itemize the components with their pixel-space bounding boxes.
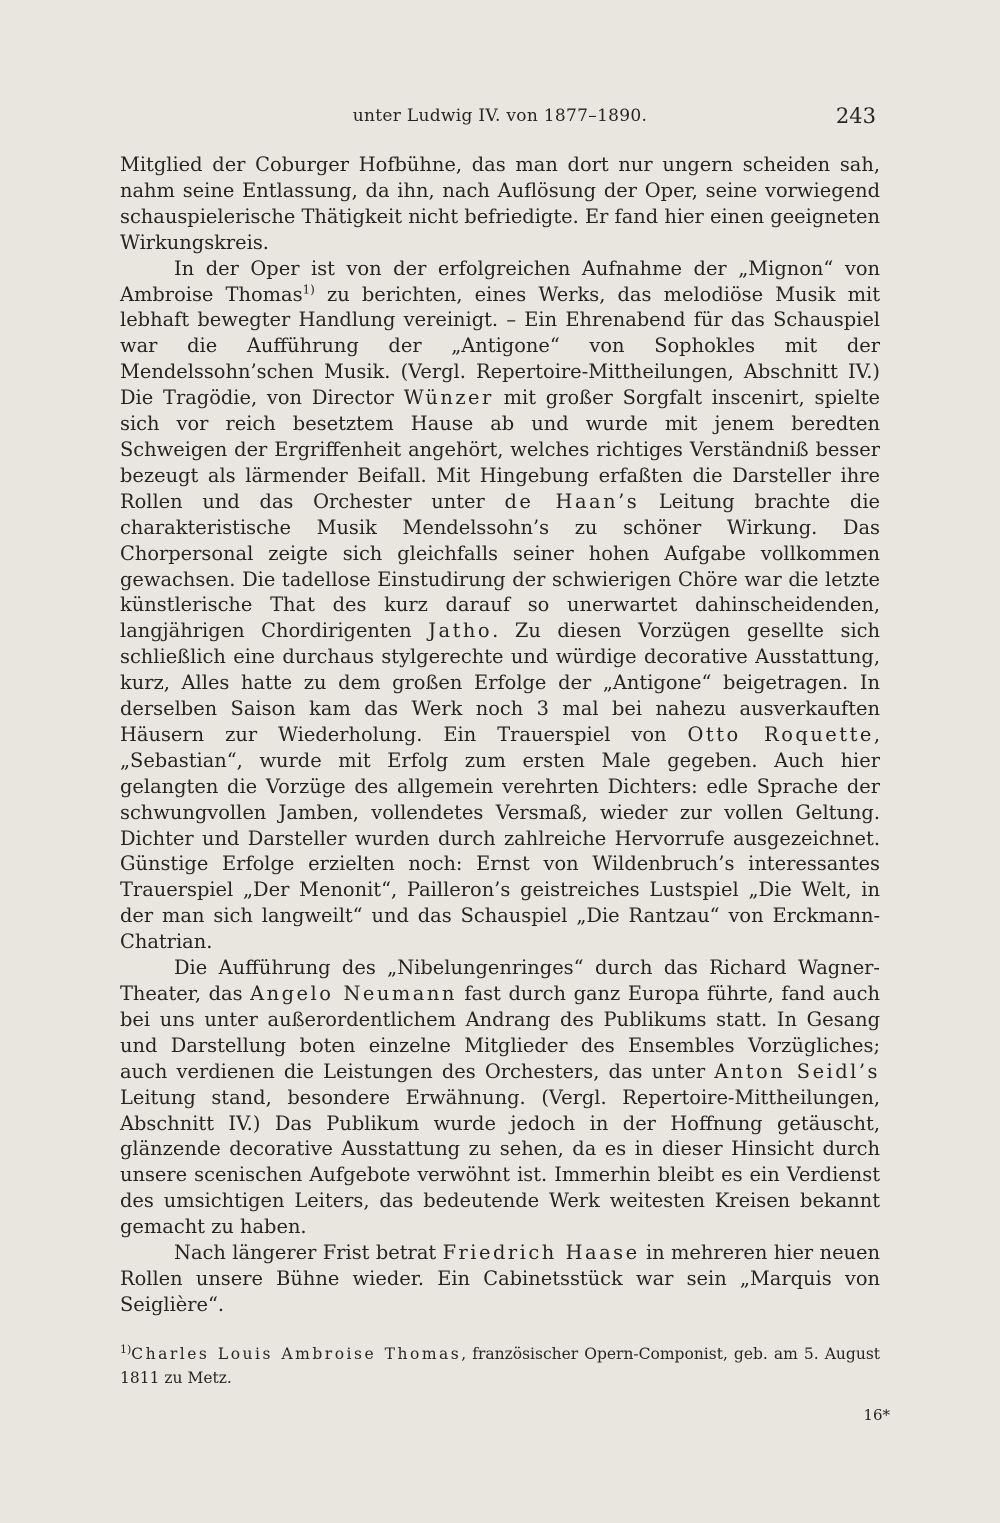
paragraph-2 <box>120 256 880 955</box>
paragraph-2-text-a: In der Oper ist von der erfolgreichen Aufnahme der „Mignon“ von Ambroise Thomas <box>120 256 880 306</box>
paragraph-4 <box>120 1240 880 1318</box>
name-seidl: Anton Seidl’s <box>714 1059 880 1083</box>
paragraph-2-text-b: zu berichten, eines Werks, das melodiöse Musik mit lebhaft bewegter Handlung vereinigt. – Ein Ehrenabend für das Schauspiel war die Aufführung der „Antigone“ von Sophokles mit der Mendelssohn’schen Musik. (Vergl. Repertoire-Mittheilungen, Abschnitt IV.) Die Tragödie, von Director <box>120 282 880 410</box>
footnote-name: Charles Louis Ambroise Thomas <box>131 1345 462 1363</box>
paragraph-3 <box>120 955 880 1240</box>
paragraph-3-text-b: fast durch ganz Europa führte, fand auch bei uns unter außerordentlichem Andrang des Publikums statt. In Gesang und Darstellung boten einzelne Mitglieder des Ensembles Vorzügliches; auch verdienen die Leistungen des Orchesters, das unter <box>120 982 881 1083</box>
name-wuenzer: Wünzer <box>403 386 494 410</box>
paragraph-1-text: Mitglied der Coburger Hofbühne, das man dort nur ungern scheiden sah, nahm seine Entlassung, da ihn, nach Auflösung der Oper, seine vorwiegend schauspielerische Thätigkeit nicht befriedigte. Er fand hier einen geeigneten Wirkungskreis. <box>120 153 880 254</box>
paragraph-2-text-d: Leitung brachte die charakteristische Musik Mendelssohn’s zu schöner Wirkung. Das Chorpersonal zeigte sich gleichfalls seiner hohen Aufgabe vollkommen gewachsen. Die tadellose Einstudirung der schwierigen Chöre war die letzte künstlerische That des kurz darauf so unerwartet dahinscheidenden, langjährigen Chordirigenten <box>120 489 880 643</box>
paragraph-4-text-b: in mehreren hier neuen Rollen unsere Bühne wieder. Ein Cabinetsstück war sein „Marquis von Seiglière“. <box>120 1241 880 1316</box>
running-head <box>120 100 880 136</box>
name-jatho: Jatho <box>428 619 493 643</box>
name-neumann: Angelo Neumann <box>250 982 457 1005</box>
name-roquette: Otto Roquette <box>687 722 874 746</box>
name-haase: Friedrich Haase <box>442 1241 640 1265</box>
running-title: unter Ludwig IV. von 1877–1890. <box>352 106 648 126</box>
signature-mark: 16* <box>863 1406 890 1424</box>
name-de-haan: de Haan’s <box>504 489 640 513</box>
footnote-reference: 1) <box>302 282 315 297</box>
paragraph-4-text-a: Nach längerer Frist betrat <box>174 1241 443 1265</box>
footnote <box>120 1342 880 1390</box>
paragraph-2-text-e: . Zu diesen Vorzügen gesellte sich schließlich eine durchaus stylgerechte und würdige decorative Ausstattung, kurz, Alles hatte zu dem großen Erfolge der „Antigone“ beigetragen. In derselben Saison kam das Werk noch 3 mal bei nahezu ausverkauften Häusern zur Wiederholung. Ein Trauerspiel von <box>120 619 880 746</box>
paragraph-3-text-a: Die Aufführung des „Nibelungenringes“ durch das Richard Wagner-Theater, das <box>120 956 880 1005</box>
paragraph-2-text-c: mit großer Sorgfalt inscenirt, spielte sich vor reich besetztem Hause ab und wurde mit jenem beredten Schweigen der Ergriffenheit angehört, welches richtiges Verständniß besser bezeugt als lärmender Beifall. Mit Hingebung erfaßten die Darsteller ihre Rollen und das Orchester unter <box>120 386 880 513</box>
body-text <box>120 152 880 1318</box>
paragraph-1 <box>120 152 880 256</box>
footnote-text: , französischer Opern-Componist, geb. am 5. August 1811 zu Metz. <box>120 1345 881 1387</box>
page-number: 243 <box>835 104 876 128</box>
footnote-marker: 1) <box>120 1342 132 1356</box>
paragraph-2-text-f: , „Sebastian“, wurde mit Erfolg zum ersten Male gegeben. Auch hier gelangten die Vorzüge des allgemein verehrten Dichters: edle Sprache der schwungvollen Jamben, vollendetes Versmaß, wieder zur vollen Geltung. Dichter und Darsteller wurden durch zahlreiche Hervorrufe ausgezeichnet. Günstige Erfolge erzielten noch: Ernst von Wildenbruch’s interessantes Trauerspiel „Der Menonit“, Pailleron’s geistreiches Lustspiel „Die Welt, in der man sich langweilt“ und das Schauspiel „Die Rantzau“ von Erckmann-Chatrian. <box>120 722 881 954</box>
paragraph-3-text-c: Leitung stand, besondere Erwähnung. (Vergl. Repertoire-Mittheilungen, Abschnitt IV.) Das Publikum wurde jedoch in der Hoffnung getäuscht, glänzende decorative Ausstattung zu sehen, da es in dieser Hinsicht durch unsere scenischen Aufgebote verwöhnt ist. Immerhin bleibt es ein Verdienst des umsichtigen Leiters, das bedeutende Werk weitesten Kreisen bekannt gemacht zu haben. <box>120 1085 880 1239</box>
